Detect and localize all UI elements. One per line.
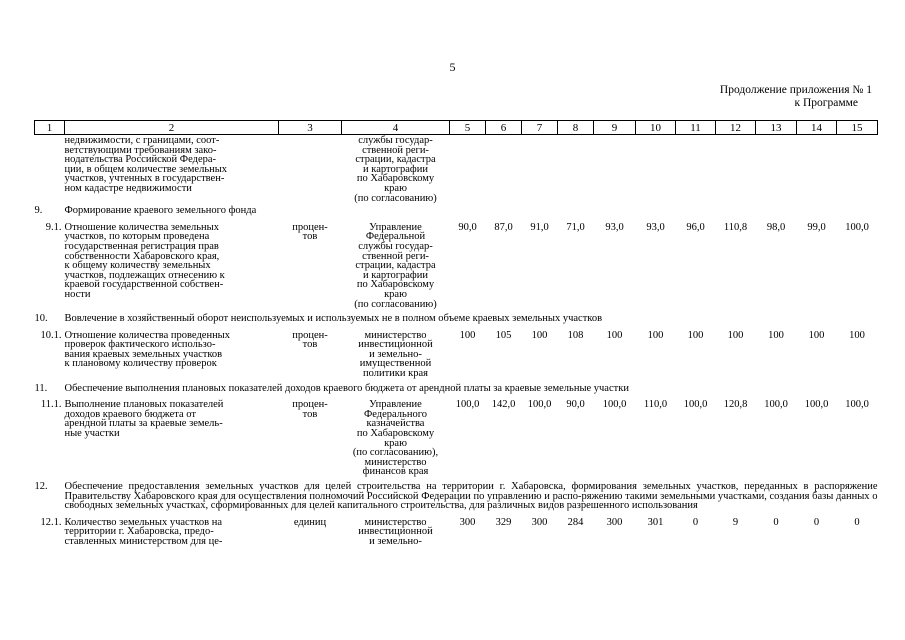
value-cell: 108 [567, 329, 584, 341]
page-number: 5 [449, 60, 456, 74]
header-cell: 2 [65, 121, 279, 135]
header-cell: 13 [756, 121, 797, 135]
value-cell: 91,0 [530, 221, 549, 233]
executor: министерство инвестиционной и земельно- [358, 516, 433, 547]
value-cell: 301 [647, 516, 664, 528]
row-number: 12.1. [40, 516, 62, 528]
value-cell: 100 [459, 329, 476, 341]
value-cell: 105 [495, 329, 512, 341]
value-cell: 100,0 [602, 399, 627, 411]
value-cell: 100 [849, 329, 865, 341]
unit: единиц [293, 516, 327, 528]
unit: процен- тов [292, 399, 328, 420]
row-number: 9.1. [45, 221, 62, 233]
value-cell: 98,0 [766, 221, 786, 233]
value-cell: 100,0 [845, 221, 869, 233]
header-cell: 15 [837, 121, 878, 135]
value-cell: 284 [567, 516, 584, 528]
value-cell: 300 [606, 516, 623, 528]
indicator-name: Отношение количества земельных участков, по которым проведена государственная регистрация прав собственности Хабаровского края, к общему количеству земельных участков, подлежащих отнесению к краевой государственной собствен- ности [64, 221, 225, 300]
value-cell: 90,0 [458, 221, 477, 233]
value-cell: 93,0 [605, 221, 624, 233]
value-cell: 120,8 [723, 399, 748, 411]
section-number: 9. [34, 205, 43, 217]
value-cell: 300 [531, 516, 548, 528]
section-title: Формирование краевого земельного фонда [64, 205, 257, 217]
row-number: 11.1. [40, 399, 62, 411]
value-cell: 100,0 [683, 399, 708, 411]
indicator-name: недвижимости, с границами, соот- ветствующими требованиям зако- нодательства Российской Федера- ции, в общем количестве земельных участков, учтенных в государствен- ном кадастре недвижимости [64, 135, 228, 194]
continued-row [35, 135, 878, 204]
section-number: 12. [34, 481, 48, 492]
value-cell: 96,0 [686, 221, 705, 233]
section-title: Вовлечение в хозяйственный оборот неиспользуемых и используемых не в полном объеме краевых земельных участков [64, 313, 603, 325]
value-cell: 100,0 [527, 399, 552, 411]
header-cell: 14 [797, 121, 837, 135]
header-cell: 12 [716, 121, 756, 135]
value-cell: 100 [687, 329, 704, 341]
value-cell: 110,0 [643, 399, 668, 411]
header-cell: 1 [35, 121, 65, 135]
value-cell: 100,0 [845, 399, 869, 411]
header-cell: 7 [522, 121, 558, 135]
table-row [35, 219, 878, 311]
section-title: Обеспечение предоставления земельных участков для целей строительства на территории г. Хабаровска, формирования земельных участков, переданных в распоряжение Правительству Хабаровского края для осуществления полномочий Российской Федерации по управлению и распо-ряжению такими земельными участками, создания базы данных о свободных земельных участках, сформированных для целей капитального строительства, для различных видов разрешенного использования [64, 481, 878, 512]
value-cell: 99,0 [807, 221, 826, 233]
unit: процен- тов [292, 221, 328, 243]
indicator-name: Отношение количества проведенных проверок фактического использо- вания краевых земельных участков к плановому количеству проверок [64, 329, 230, 370]
continuation-line-1: Продолжение приложения № 1 [719, 84, 872, 96]
value-cell: 93,0 [646, 221, 665, 233]
header-cell: 10 [636, 121, 676, 135]
table-row [35, 396, 878, 479]
value-cell: 100,0 [455, 399, 480, 411]
value-cell: 110,8 [723, 221, 748, 233]
executor: министерство инвестиционной и земельно- имущественной политики края [358, 329, 433, 380]
header-cell: 6 [486, 121, 522, 135]
value-cell: 300 [459, 516, 476, 528]
section-row [35, 203, 878, 219]
value-cell: 100 [808, 329, 825, 341]
value-cell: 100,0 [804, 399, 829, 411]
column-number-header [35, 121, 878, 135]
value-cell: 9 [732, 516, 739, 528]
continuation-line-2: к Программе [794, 97, 858, 109]
executor: Управление Федеральной службы государ- ственной реги- страции, кадастра и картографии по Хабаровскому краю (по согласованию) [354, 221, 437, 310]
value-cell: 100 [768, 329, 784, 341]
table-row [35, 514, 878, 549]
indicator-name: Выполнение плановых показателей доходов краевого бюджета от арендной платы за краевые земель- ные участки [64, 399, 224, 440]
value-cell: 71,0 [566, 221, 585, 233]
value-cell: 100 [531, 329, 548, 341]
value-cell: 90,0 [566, 399, 585, 411]
header-cell: 8 [558, 121, 594, 135]
header-cell: 11 [676, 121, 716, 135]
value-cell: 0 [813, 516, 820, 528]
value-cell: 329 [495, 516, 512, 528]
row-number: 10.1. [40, 329, 62, 341]
value-cell: 100 [647, 329, 664, 341]
header-cell: 3 [279, 121, 342, 135]
section-row [35, 479, 878, 514]
executor: Управление Федерального казначейства по Хабаровскому краю (по согласованию), министерство финансов края [352, 399, 439, 478]
header-cell: 4 [342, 121, 450, 135]
value-cell: 100 [727, 329, 744, 341]
header-cell: 5 [450, 121, 486, 135]
table-row [35, 327, 878, 381]
section-row [35, 311, 878, 327]
value-cell: 0 [773, 516, 779, 528]
section-title: Обеспечение выполнения плановых показателей доходов краевого бюджета от арендной платы за краевые земельные участки [64, 382, 629, 394]
section-number: 11. [34, 382, 48, 394]
program-indicators-table [34, 120, 878, 549]
value-cell: 0 [692, 516, 699, 528]
continuation-note [720, 84, 872, 110]
executor: службы государ- ственной реги- страции, кадастра и картографии по Хабаровскому краю (по согласованию) [354, 135, 437, 204]
header-cell: 9 [594, 121, 636, 135]
section-number: 10. [34, 313, 48, 325]
value-cell: 87,0 [494, 221, 513, 233]
value-cell: 142,0 [491, 399, 516, 411]
value-cell: 100,0 [764, 399, 788, 411]
section-row [35, 381, 878, 397]
unit: процен- тов [292, 329, 328, 351]
indicator-name: Количество земельных участков на территории г. Хабаровска, предо- ставленных министерством для це- [64, 516, 223, 547]
value-cell: 100 [606, 329, 623, 341]
value-cell: 0 [854, 516, 860, 528]
